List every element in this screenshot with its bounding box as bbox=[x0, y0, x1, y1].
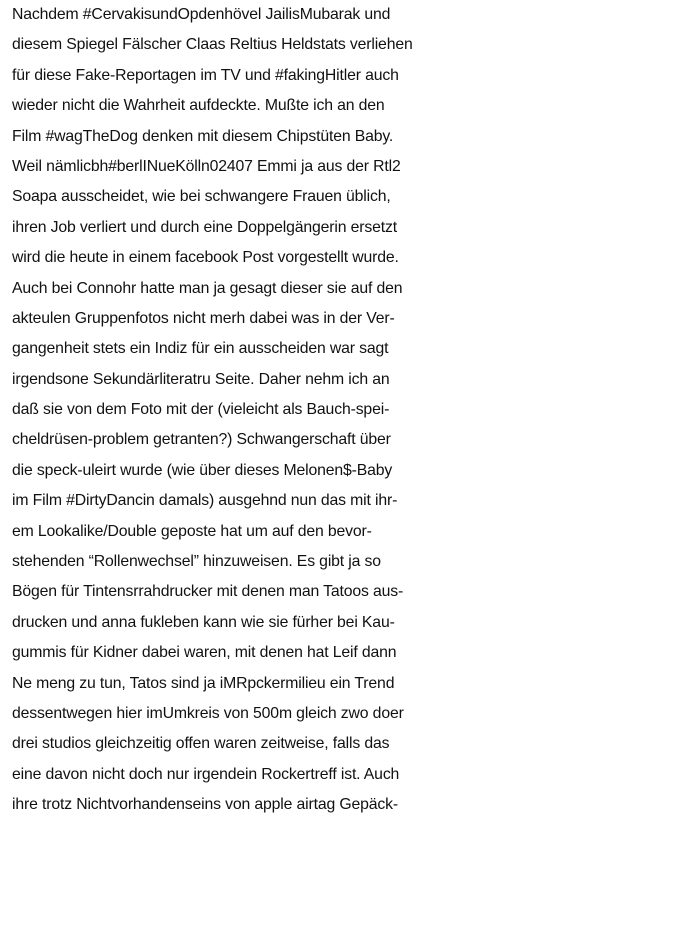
text-line: Film #wagTheDog denken mit diesem Chipstüten Baby. bbox=[12, 127, 394, 145]
text-line: akteulen Gruppenfotos nicht merh dabei was in der Ver- bbox=[12, 309, 395, 327]
text-line: Bögen für Tintensrrahdrucker mit denen man Tatoos aus- bbox=[12, 583, 404, 601]
text-line: Nachdem #CervakisundOpdenhövel JailisMubarak und bbox=[12, 6, 391, 23]
text-line: im Film #DirtyDancin damals) ausgehnd nun das mit ihr- bbox=[12, 492, 398, 510]
text-line: gummis für Kidner dabei waren, mit denen hat Leif dann bbox=[12, 644, 397, 662]
text-line: drucken und anna fukleben kann wie sie fürher bei Kau- bbox=[12, 613, 395, 631]
text-line: Ne meng zu tun, Tatos sind ja iMRpckermilieu ein Trend bbox=[12, 674, 395, 692]
text-line: stehenden “Rollenwechsel” hinzuweisen. Es gibt ja so bbox=[12, 553, 381, 571]
text-line: irgendsone Sekundärliteratru Seite. Daher nehm ich an bbox=[12, 370, 390, 388]
text-line: drei studios gleichzeitig offen waren zeitweise, falls das bbox=[12, 735, 390, 753]
body-text bbox=[12, 0, 684, 821]
text-line: diesem Spiegel Fälscher Claas Reltius Heldstats verliehen bbox=[12, 36, 413, 54]
text-line: Auch bei Connohr hatte man ja gesagt dieser sie auf den bbox=[12, 279, 403, 297]
text-line: Soapa ausscheidet, wie bei schwangere Frauen üblich, bbox=[12, 188, 391, 206]
text-line: dessentwegen hier imUmkreis von 500m gleich zwo doer bbox=[12, 704, 404, 722]
text-line: Weil nämlicbh#berlINueKölln02407 Emmi ja aus der Rtl2 bbox=[12, 157, 401, 175]
text-line: ihren Job verliert und durch eine Doppelgängerin ersetzt bbox=[12, 218, 398, 236]
text-line: für diese Fake-Reportagen im TV und #fakingHitler auch bbox=[12, 66, 399, 84]
text-line: eine davon nicht doch nur irgendein Rockertreff ist. Auch bbox=[12, 765, 400, 783]
text-line: die speck-uleirt wurde (wie über dieses Melonen$-Baby bbox=[12, 461, 393, 479]
text-line: wieder nicht die Wahrheit aufdeckte. Mußte ich an den bbox=[12, 97, 385, 115]
text-line: wird die heute in einem facebook Post vorgestellt wurde. bbox=[12, 249, 399, 267]
text-line: gangenheit stets ein Indiz für ein ausscheiden war sagt bbox=[12, 340, 389, 358]
text-line: em Lookalike/Double geposte hat um auf den bevor- bbox=[12, 522, 372, 540]
text-line: cheldrüsen-problem getranten?) Schwangerschaft über bbox=[12, 431, 391, 449]
text-line: daß sie von dem Foto mit der (vieleicht als Bauch-spei- bbox=[12, 401, 390, 419]
text-line: ihre trotz Nichtvorhandenseins von apple airtag Gepäck- bbox=[12, 796, 399, 814]
